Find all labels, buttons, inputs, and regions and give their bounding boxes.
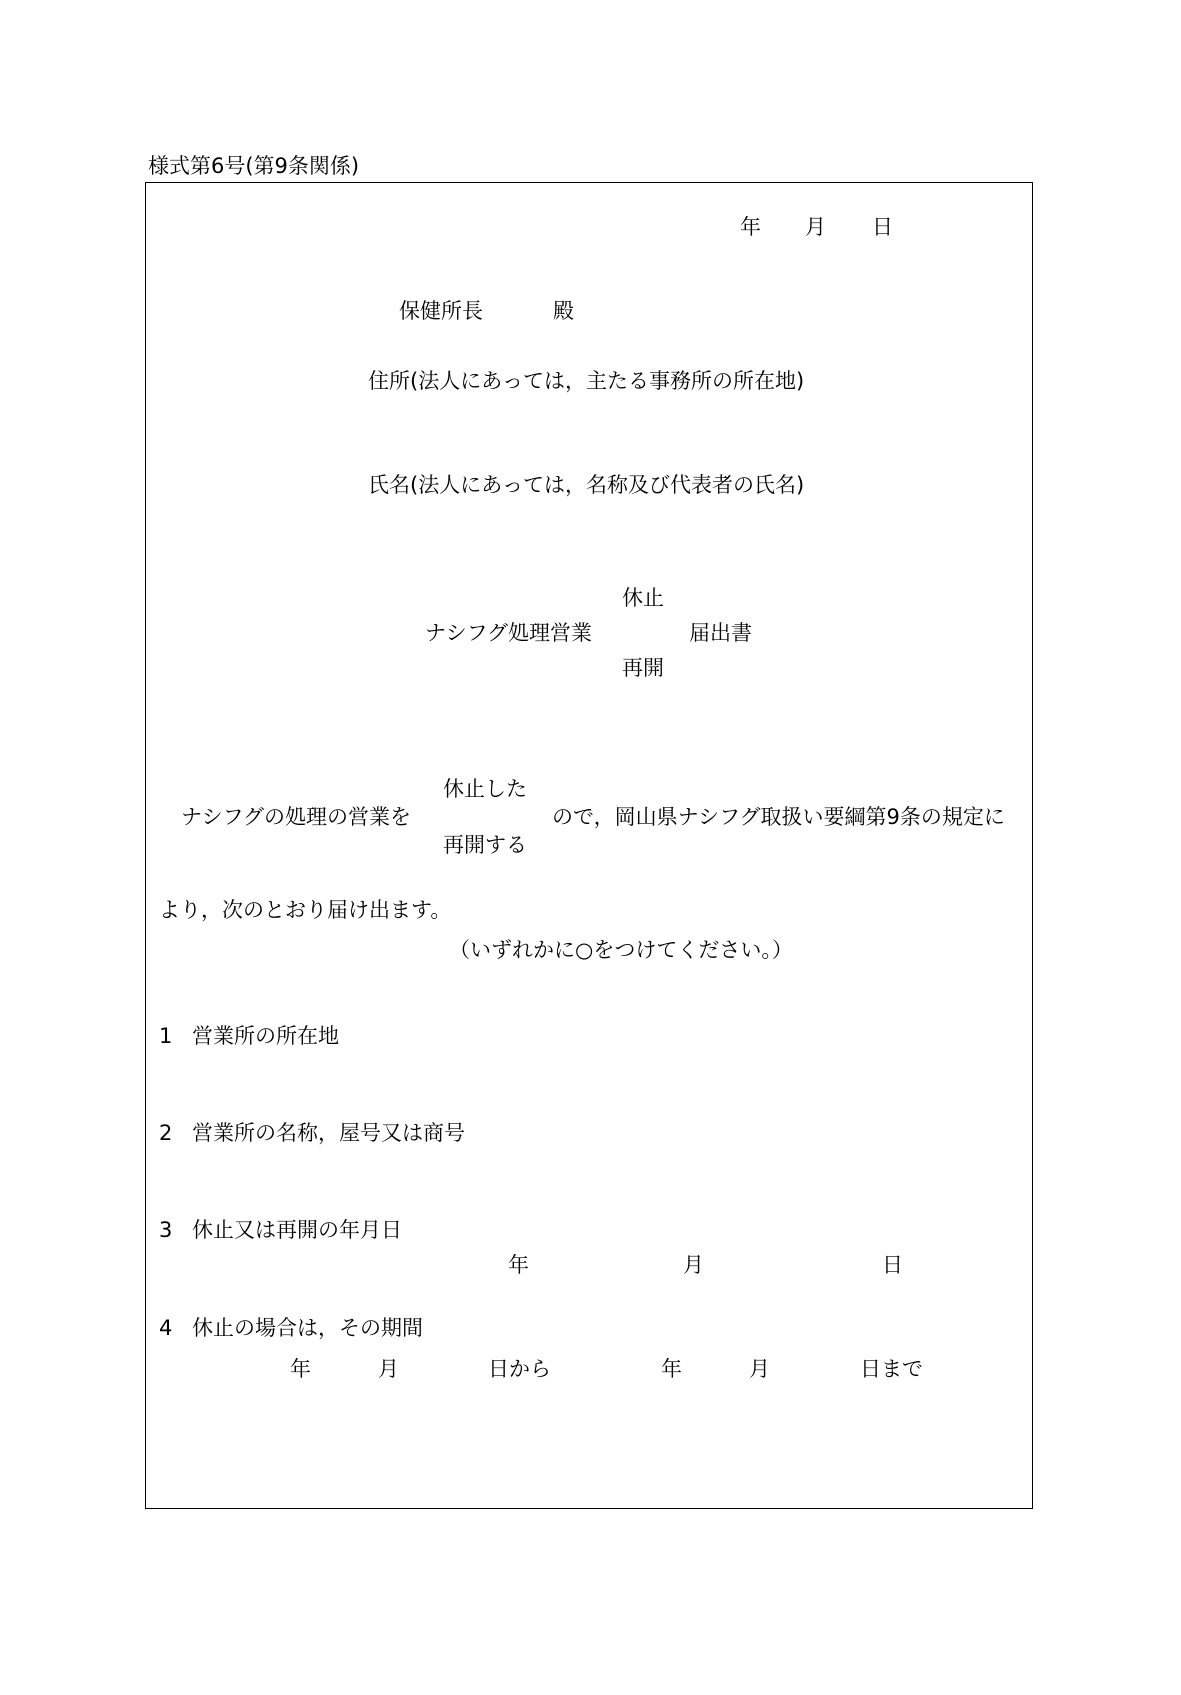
date-day-label: 日: [872, 215, 893, 239]
item-4-to-year: 年: [661, 1357, 682, 1381]
body-lead: ナシフグの処理の営業を: [181, 805, 411, 829]
title-option-suspend: 休止: [622, 586, 664, 610]
item-3-number: 3: [159, 1218, 173, 1242]
addressee-honorific: 殿: [553, 299, 574, 323]
address-label: 住所(法人にあっては，主たる事務所の所在地): [368, 369, 805, 393]
item-4-from-year: 年: [290, 1357, 311, 1381]
item-1-label: 営業所の所在地: [192, 1024, 339, 1048]
item-4-to-month: 月: [749, 1357, 770, 1381]
item-4-label: 休止の場合は，その期間: [192, 1316, 423, 1340]
item-4-from-month: 月: [378, 1357, 399, 1381]
item-2-label: 営業所の名称，屋号又は商号: [192, 1121, 465, 1145]
title-option-resume: 再開: [622, 656, 664, 680]
body-instruction: （いずれかに○をつけてください。）: [449, 938, 793, 962]
item-3-month: 月: [683, 1253, 704, 1277]
date-month-label: 月: [805, 215, 826, 239]
item-4-to-day: 日まで: [860, 1357, 923, 1381]
body-option-resuming: 再開する: [443, 833, 527, 857]
body-option-suspended: 休止した: [443, 777, 527, 801]
item-4-number: 4: [159, 1316, 173, 1340]
title-suffix: 届出書: [689, 621, 752, 645]
item-3-label: 休止又は再開の年月日: [192, 1218, 402, 1242]
body-trail: ので，岡山県ナシフグ取扱い要綱第9条の規定に: [552, 805, 1005, 829]
date-year-label: 年: [740, 215, 761, 239]
addressee-title: 保健所長: [399, 299, 483, 323]
body-continuation: より，次のとおり届け出ます。: [159, 898, 452, 922]
form-number: 様式第6号(第9条関係): [148, 154, 360, 178]
title-main: ナシフグ処理営業: [425, 621, 592, 645]
name-label: 氏名(法人にあっては，名称及び代表者の氏名): [368, 473, 805, 497]
item-3-day: 日: [882, 1253, 903, 1277]
item-3-year: 年: [508, 1253, 529, 1277]
item-2-number: 2: [159, 1121, 173, 1145]
item-4-from-day: 日から: [488, 1357, 551, 1381]
item-1-number: 1: [159, 1024, 173, 1048]
